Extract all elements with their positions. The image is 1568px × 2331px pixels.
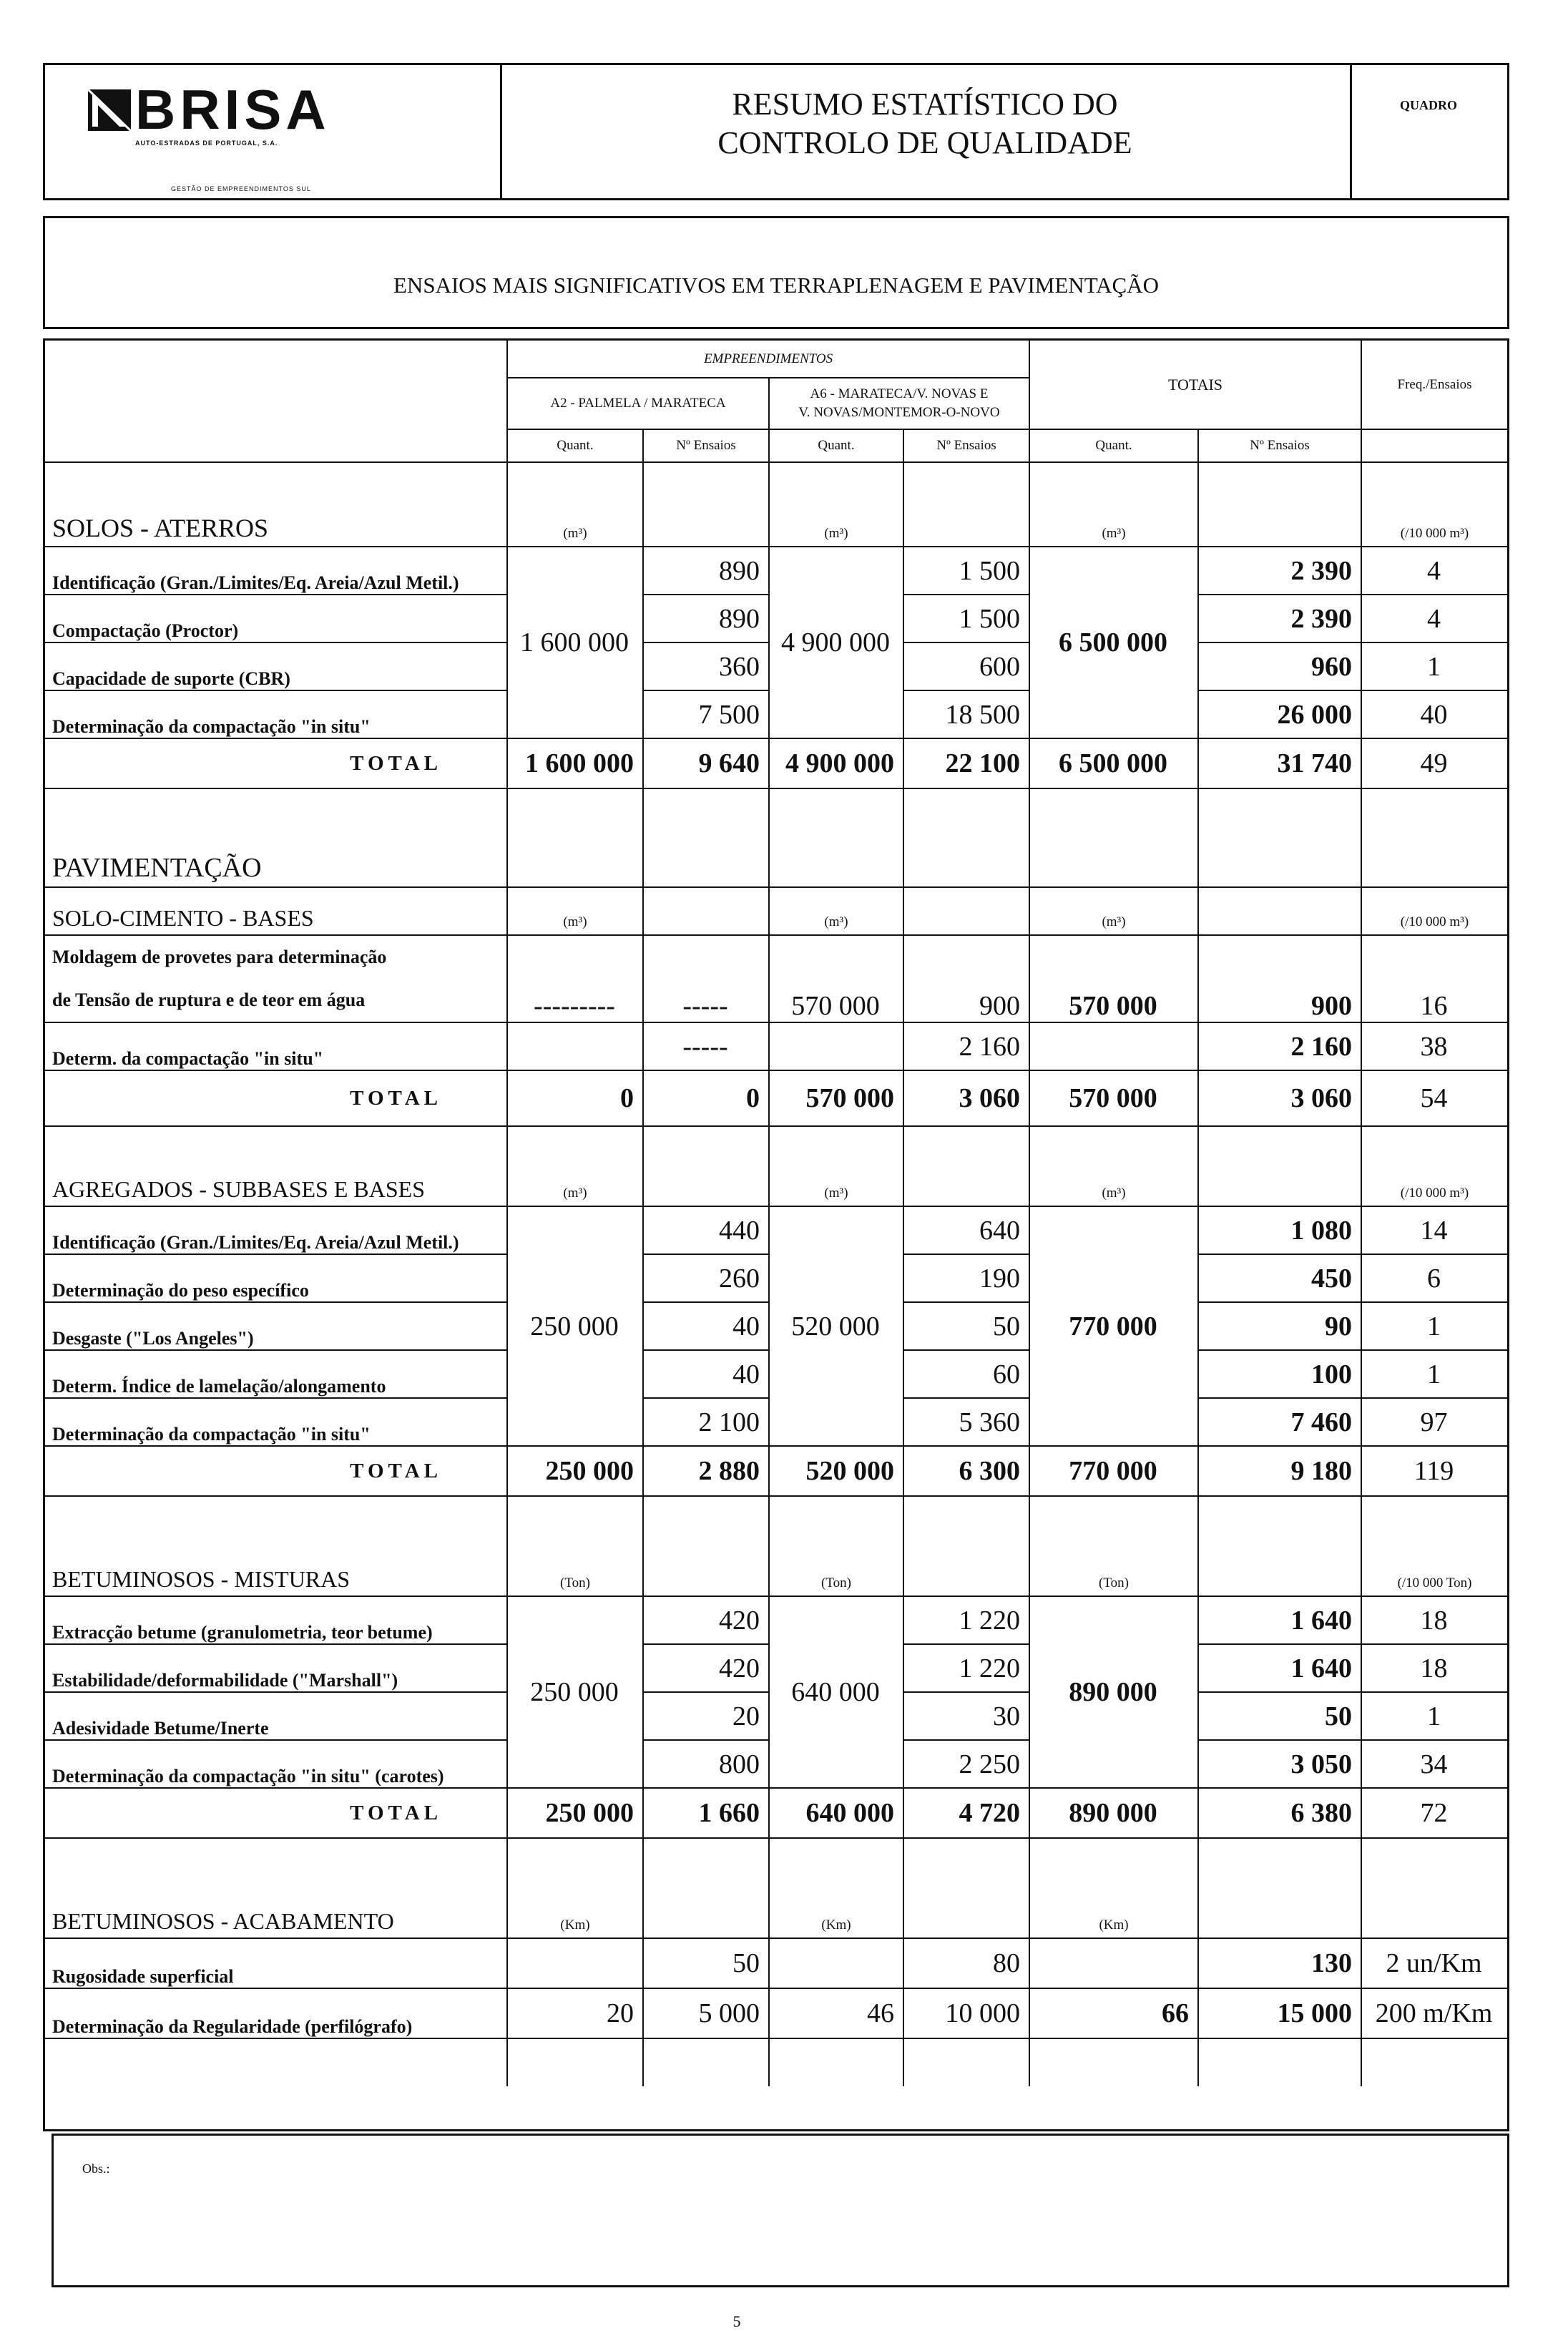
- tot-ensaios: 90: [1198, 1302, 1361, 1350]
- subsection-header-row: [45, 1496, 1507, 1596]
- row-label-line-2: de Tensão de ruptura e de teor em água: [52, 989, 366, 1010]
- tot-ensaios: 900: [1198, 935, 1361, 1022]
- spacer-row: [45, 2038, 1507, 2086]
- blank-cell: [45, 2038, 507, 2086]
- a2-ensaios: 20: [643, 1692, 769, 1740]
- unit-cell: (Ton): [769, 1496, 903, 1596]
- col-tot-quant: Quant.: [1029, 429, 1198, 462]
- subtitle-box: [43, 216, 1509, 329]
- a6-quant: 570 000: [769, 935, 903, 1022]
- table-row: [45, 547, 1507, 595]
- blank-cell: [1198, 788, 1361, 887]
- document-title: [500, 85, 1350, 162]
- tot-ensaios: 1 640: [1198, 1644, 1361, 1692]
- a6-ensaios: 640: [903, 1206, 1029, 1254]
- tot-ensaios: 2 390: [1198, 595, 1361, 642]
- a6-quant: [769, 1938, 903, 1988]
- table-row: [45, 1596, 1507, 1644]
- a2-header: A2 - PALMELA / MARATECA: [507, 378, 769, 429]
- freq-unit-cell: (/10 000 Ton): [1361, 1496, 1507, 1596]
- freq-unit-cell: (/10 000 m³): [1361, 887, 1507, 935]
- col-a6-quant: Quant.: [769, 429, 903, 462]
- statistics-table: [45, 341, 1507, 2086]
- table-row: [45, 1938, 1507, 1988]
- freq: 18: [1361, 1644, 1507, 1692]
- a6-ensaios: 1 500: [903, 547, 1029, 595]
- blank-cell: [643, 1496, 769, 1596]
- total-a6-ensaios: 4 720: [903, 1788, 1029, 1838]
- subsection-header-row: [45, 1838, 1507, 1938]
- row-label: Desgaste ("Los Angeles"): [45, 1302, 507, 1350]
- total-freq: 119: [1361, 1446, 1507, 1496]
- tot-ensaios: 50: [1198, 1692, 1361, 1740]
- blank-cell: [507, 1022, 643, 1070]
- tot-ensaios: 100: [1198, 1350, 1361, 1398]
- brisa-logo-icon: [88, 89, 131, 131]
- row-label: Capacidade de suporte (CBR): [45, 642, 507, 690]
- row-label: Compactação (Proctor): [45, 595, 507, 642]
- a6-header-line-2: V. NOVAS/MONTEMOR-O-NOVO: [798, 405, 1000, 420]
- unit-cell: (m³): [507, 462, 643, 547]
- header-blank: [45, 341, 507, 462]
- a6-ensaios: 50: [903, 1302, 1029, 1350]
- unit-cell: (Km): [507, 1838, 643, 1938]
- blank-cell: [643, 1838, 769, 1938]
- freq-unit-cell: (/10 000 m³): [1361, 462, 1507, 547]
- tot-ensaios: 2 390: [1198, 547, 1361, 595]
- page-header: [43, 63, 1509, 200]
- section-misturas-title: BETUMINOSOS - MISTURAS: [45, 1496, 507, 1596]
- freq: 1: [1361, 642, 1507, 690]
- a6-ensaios: 2 160: [903, 1022, 1029, 1070]
- freq: 200 m/Km: [1361, 1988, 1507, 2038]
- table-row: [45, 1022, 1507, 1070]
- row-label: Determinação da Regularidade (perfilógrafo): [45, 1988, 507, 2038]
- section-header-row: [45, 462, 1507, 547]
- total-label: TOTAL: [45, 738, 507, 788]
- a2-ensaios: 800: [643, 1740, 769, 1788]
- obs-label: Obs.:: [82, 2161, 110, 2176]
- tot-quant: 66: [1029, 1988, 1198, 2038]
- table-row: [45, 1206, 1507, 1254]
- a6-ensaios: 5 360: [903, 1398, 1029, 1446]
- section-header-row: [45, 788, 1507, 887]
- unit-cell: (m³): [769, 1126, 903, 1206]
- a2-quant: [507, 1938, 643, 1988]
- total-a6-ensaios: 22 100: [903, 738, 1029, 788]
- blank-cell: [1361, 2038, 1507, 2086]
- tot-quant: 570 000: [1029, 935, 1198, 1022]
- total-label: TOTAL: [45, 1446, 507, 1496]
- a6-header-line-1: A6 - MARATECA/V. NOVAS E: [810, 386, 989, 401]
- total-label: TOTAL: [45, 1070, 507, 1126]
- tot-ensaios: 1 640: [1198, 1596, 1361, 1644]
- freq: 14: [1361, 1206, 1507, 1254]
- tot-ensaios: 2 160: [1198, 1022, 1361, 1070]
- blank-cell: [1361, 788, 1507, 887]
- a6-ensaios: 10 000: [903, 1988, 1029, 2038]
- tot-quant-merged: 770 000: [1029, 1206, 1198, 1446]
- quadro-cell: [1350, 65, 1507, 198]
- total-a2-ensaios: 1 660: [643, 1788, 769, 1838]
- a2-ensaios: 2 100: [643, 1398, 769, 1446]
- row-label: Determ. da compactação "in situ": [45, 1022, 507, 1070]
- total-tot-ensaios: 9 180: [1198, 1446, 1361, 1496]
- blank-cell: [1029, 2038, 1198, 2086]
- blank-cell: [903, 788, 1029, 887]
- col-a2-quant: Quant.: [507, 429, 643, 462]
- a6-ensaios: 900: [903, 935, 1029, 1022]
- a2-ensaios: 890: [643, 595, 769, 642]
- total-a2-ensaios: 2 880: [643, 1446, 769, 1496]
- col-freq-blank: [1361, 429, 1507, 462]
- unit-cell: (m³): [769, 462, 903, 547]
- title-cell: [500, 65, 1352, 198]
- tot-ensaios: 7 460: [1198, 1398, 1361, 1446]
- a2-ensaios: 420: [643, 1596, 769, 1644]
- total-a2-quant: 250 000: [507, 1788, 643, 1838]
- unit-cell: (Ton): [1029, 1496, 1198, 1596]
- a2-ensaios: 50: [643, 1938, 769, 1988]
- a6-ensaios: 2 250: [903, 1740, 1029, 1788]
- subtitle: ENSAIOS MAIS SIGNIFICATIVOS EM TERRAPLENAGEM E PAVIMENTAÇÃO: [393, 273, 1159, 298]
- subsection-header-row: [45, 1126, 1507, 1206]
- a2-quant-merged: 250 000: [507, 1596, 643, 1788]
- blank-cell: [903, 462, 1029, 547]
- tot-ensaios: 130: [1198, 1938, 1361, 1988]
- total-a2-quant: 1 600 000: [507, 738, 643, 788]
- blank-cell: [1029, 788, 1198, 887]
- tot-ensaios: 1 080: [1198, 1206, 1361, 1254]
- main-table: [43, 338, 1509, 2131]
- section-acabamento-title: BETUMINOSOS - ACABAMENTO: [45, 1838, 507, 1938]
- blank-cell: [1198, 887, 1361, 935]
- a6-ensaios: 190: [903, 1254, 1029, 1302]
- a2-ensaios: 7 500: [643, 690, 769, 738]
- unit-cell: (Km): [769, 1838, 903, 1938]
- a6-ensaios: 60: [903, 1350, 1029, 1398]
- tot-ensaios: 26 000: [1198, 690, 1361, 738]
- page-number: 5: [732, 2312, 741, 2330]
- total-tot-quant: 890 000: [1029, 1788, 1198, 1838]
- blank-cell: [769, 788, 903, 887]
- tot-ensaios: 960: [1198, 642, 1361, 690]
- a6-quant-merged: 520 000: [769, 1206, 903, 1446]
- a6-ensaios: 600: [903, 642, 1029, 690]
- tot-ensaios: 15 000: [1198, 1988, 1361, 2038]
- unit-cell: (m³): [507, 1126, 643, 1206]
- quadro-label: QUADRO: [1400, 98, 1457, 112]
- total-row: [45, 1446, 1507, 1496]
- row-label-line-1: Moldagem de provetes para determinação: [52, 947, 387, 967]
- row-label: Rugosidade superficial: [45, 1938, 507, 1988]
- tot-quant: [1029, 1938, 1198, 1988]
- table-row: [45, 935, 1507, 1022]
- blank-cell: [1198, 2038, 1361, 2086]
- blank-cell: [1198, 1838, 1361, 1938]
- freq-header: Freq./Ensaios: [1361, 341, 1507, 429]
- total-tot-ensaios: 31 740: [1198, 738, 1361, 788]
- total-a6-quant: 4 900 000: [769, 738, 903, 788]
- subsection-header-row: [45, 887, 1507, 935]
- freq: 38: [1361, 1022, 1507, 1070]
- a2-ensaios: 260: [643, 1254, 769, 1302]
- a6-ensaios: 1 220: [903, 1644, 1029, 1692]
- unit-cell: (m³): [769, 887, 903, 935]
- blank-cell: [903, 887, 1029, 935]
- row-label: Adesividade Betume/Inerte: [45, 1692, 507, 1740]
- blank-cell: [903, 1496, 1029, 1596]
- freq: 16: [1361, 935, 1507, 1022]
- freq: 18: [1361, 1596, 1507, 1644]
- freq-unit-cell: (/10 000 m³): [1361, 1126, 1507, 1206]
- total-tot-ensaios: 6 380: [1198, 1788, 1361, 1838]
- section-solo-cimento-title: SOLO-CIMENTO - BASES: [45, 887, 507, 935]
- row-label: Determinação do peso específico: [45, 1254, 507, 1302]
- total-freq: 54: [1361, 1070, 1507, 1126]
- row-label: Determinação da compactação "in situ": [45, 690, 507, 738]
- a6-ensaios: 1 500: [903, 595, 1029, 642]
- logo-cell: [45, 65, 502, 198]
- row-label: Determinação da compactação "in situ": [45, 1398, 507, 1446]
- blank-cell: [903, 1126, 1029, 1206]
- total-tot-quant: 770 000: [1029, 1446, 1198, 1496]
- a6-ensaios: 80: [903, 1938, 1029, 1988]
- total-a2-quant: 0: [507, 1070, 643, 1126]
- total-a2-ensaios: 0: [643, 1070, 769, 1126]
- empreendimentos-header: EMPREENDIMENTOS: [507, 341, 1029, 378]
- title-line-2: CONTROLO DE QUALIDADE: [717, 125, 1132, 160]
- row-label: Determinação da compactação "in situ" (carotes): [45, 1740, 507, 1788]
- total-a6-quant: 520 000: [769, 1446, 903, 1496]
- a2-ensaios: 360: [643, 642, 769, 690]
- total-a6-ensaios: 3 060: [903, 1070, 1029, 1126]
- total-a6-ensaios: 6 300: [903, 1446, 1029, 1496]
- total-tot-quant: 570 000: [1029, 1070, 1198, 1126]
- a6-ensaios: 1 220: [903, 1596, 1029, 1644]
- freq: 40: [1361, 690, 1507, 738]
- a2-ensaios: 40: [643, 1350, 769, 1398]
- table-row: [45, 1988, 1507, 2038]
- unit-cell: (Km): [1029, 1838, 1198, 1938]
- blank-cell: [643, 1126, 769, 1206]
- blank-cell: [1361, 1838, 1507, 1938]
- a2-ensaios: 420: [643, 1644, 769, 1692]
- unit-cell: (Ton): [507, 1496, 643, 1596]
- a6-quant-merged: 640 000: [769, 1596, 903, 1788]
- tot-ensaios: 450: [1198, 1254, 1361, 1302]
- total-tot-ensaios: 3 060: [1198, 1070, 1361, 1126]
- total-tot-quant: 6 500 000: [1029, 738, 1198, 788]
- blank-cell: [1198, 462, 1361, 547]
- freq: 1: [1361, 1692, 1507, 1740]
- freq: 1: [1361, 1302, 1507, 1350]
- total-row: [45, 1788, 1507, 1838]
- blank-cell: [643, 788, 769, 887]
- row-label: Identificação (Gran./Limites/Eq. Areia/Azul Metil.): [45, 547, 507, 595]
- total-row: [45, 738, 1507, 788]
- a2-ensaios: 890: [643, 547, 769, 595]
- blank-cell: [643, 462, 769, 547]
- blank-cell: [643, 2038, 769, 2086]
- blank-cell: [507, 2038, 643, 2086]
- tot-ensaios: 3 050: [1198, 1740, 1361, 1788]
- a2-quant: ---------: [507, 935, 643, 1022]
- blank-cell: [903, 1838, 1029, 1938]
- tot-quant-merged: 6 500 000: [1029, 547, 1198, 738]
- tot-quant-merged: 890 000: [1029, 1596, 1198, 1788]
- freq: 6: [1361, 1254, 1507, 1302]
- freq: 1: [1361, 1350, 1507, 1398]
- total-a2-ensaios: 9 640: [643, 738, 769, 788]
- a2-ensaios: 5 000: [643, 1988, 769, 2038]
- col-tot-ensaios: Nº Ensaios: [1198, 429, 1361, 462]
- blank-cell: [769, 1022, 903, 1070]
- total-freq: 49: [1361, 738, 1507, 788]
- blank-cell: [643, 887, 769, 935]
- a6-ensaios: 30: [903, 1692, 1029, 1740]
- blank-cell: [903, 2038, 1029, 2086]
- row-label: Extracção betume (granulometria, teor betume): [45, 1596, 507, 1644]
- unit-cell: (m³): [1029, 887, 1198, 935]
- blank-cell: [1029, 1022, 1198, 1070]
- a6-quant-merged: 4 900 000: [769, 547, 903, 738]
- col-a6-ensaios: Nº Ensaios: [903, 429, 1029, 462]
- a2-ensaios: 440: [643, 1206, 769, 1254]
- logo-subtitle: AUTO-ESTRADAS DE PORTUGAL, S.A.: [135, 140, 278, 147]
- section-pavimentacao-title: PAVIMENTAÇÃO: [45, 788, 507, 887]
- title-line-1: RESUMO ESTATÍSTICO DO: [732, 87, 1118, 122]
- a6-header: [769, 378, 1029, 429]
- blank-cell: [1198, 1496, 1361, 1596]
- a6-quant: 46: [769, 1988, 903, 2038]
- a6-ensaios: 18 500: [903, 690, 1029, 738]
- observations-box: [52, 2134, 1509, 2287]
- a2-quant-merged: 250 000: [507, 1206, 643, 1446]
- a2-ensaios: -----: [643, 935, 769, 1022]
- blank-cell: [1198, 1126, 1361, 1206]
- totais-header: TOTAIS: [1029, 341, 1361, 429]
- row-label: Estabilidade/deformabilidade ("Marshall"): [45, 1644, 507, 1692]
- freq: 4: [1361, 595, 1507, 642]
- row-label: [45, 935, 507, 1022]
- row-label: Determ. Índice de lamelação/alongamento: [45, 1350, 507, 1398]
- total-a2-quant: 250 000: [507, 1446, 643, 1496]
- blank-cell: [507, 788, 643, 887]
- unit-cell: (m³): [1029, 1126, 1198, 1206]
- total-a6-quant: 640 000: [769, 1788, 903, 1838]
- col-a2-ensaios: Nº Ensaios: [643, 429, 769, 462]
- freq: 97: [1361, 1398, 1507, 1446]
- a2-quant-merged: 1 600 000: [507, 547, 643, 738]
- total-a6-quant: 570 000: [769, 1070, 903, 1126]
- total-label: TOTAL: [45, 1788, 507, 1838]
- row-label: Identificação (Gran./Limites/Eq. Areia/Azul Metil.): [45, 1206, 507, 1254]
- total-freq: 72: [1361, 1788, 1507, 1838]
- blank-cell: [769, 2038, 903, 2086]
- total-row: [45, 1070, 1507, 1126]
- freq: 4: [1361, 547, 1507, 595]
- a2-ensaios: -----: [643, 1022, 769, 1070]
- a2-ensaios: 40: [643, 1302, 769, 1350]
- division-name: GESTÃO DE EMPREENDIMENTOS SUL: [171, 185, 311, 192]
- logo-wordmark: BRISA: [135, 78, 330, 141]
- unit-cell: (m³): [1029, 462, 1198, 547]
- section-solos-title: SOLOS - ATERROS: [45, 462, 507, 547]
- section-agregados-title: AGREGADOS - SUBBASES E BASES: [45, 1126, 507, 1206]
- a2-quant: 20: [507, 1988, 643, 2038]
- freq: 2 un/Km: [1361, 1938, 1507, 1988]
- freq: 34: [1361, 1740, 1507, 1788]
- unit-cell: (m³): [507, 887, 643, 935]
